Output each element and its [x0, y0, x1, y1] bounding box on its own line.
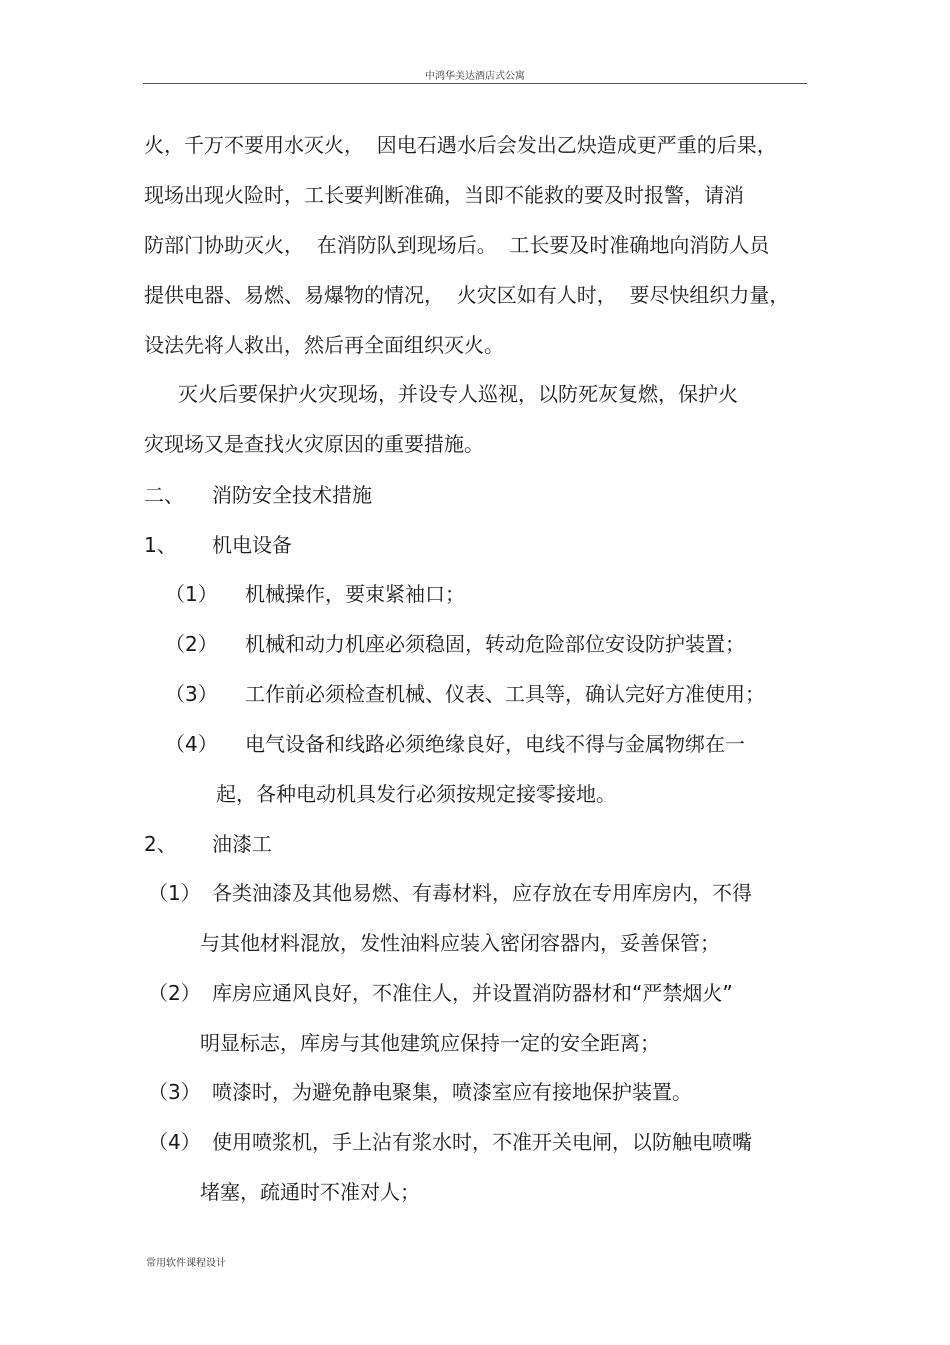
section-title: 消防安全技术措施	[212, 483, 372, 507]
item-text: 使用喷浆机，手上沾有浆水时，不准开关电闸，以防触电喷嘴	[212, 1130, 752, 1154]
item-text: 电气设备和线路必须绝缘良好，电线不得与金属物绑在一	[245, 732, 745, 756]
text-line: 设法先将人救出，然后再全面组织灭火。	[144, 333, 504, 357]
header-divider	[143, 83, 807, 84]
text-line: 提供电器、易燃、易爆物的情况， 火灾区如有人时， 要尽快组织力量，	[144, 283, 790, 307]
text-line: 灭火后要保护火灾现场，并设专人巡视，以防死灰复燃，保护火	[178, 382, 738, 406]
subsection-number: 1、	[144, 533, 177, 557]
text-line: 防部门协助灭火， 在消防队到现场后。 工长要及时准确地向消防人员	[144, 233, 770, 257]
item-number: （1）	[165, 582, 218, 606]
subsection-title: 机电设备	[212, 533, 292, 557]
item-text: 各类油漆及其他易燃、有毒材料，应存放在专用库房内，不得	[212, 881, 752, 905]
item-text: 起，各种电动机具发行必须按规定接零接地。	[216, 782, 616, 806]
item-text: 机械操作，要束紧袖口；	[245, 582, 465, 606]
subsection-number: 2、	[144, 832, 177, 856]
text-line: 灾现场又是查找火灾原因的重要措施。	[144, 432, 484, 456]
item-number: （3）	[148, 1080, 201, 1104]
item-number: （2）	[148, 981, 201, 1005]
item-text: 与其他材料混放，发性油料应装入密闭容器内，妥善保管；	[200, 931, 720, 955]
item-number: （3）	[165, 682, 218, 706]
item-number: （2）	[165, 632, 218, 656]
item-number: （4）	[165, 732, 218, 756]
item-text: 堵塞，疏通时不准对人；	[200, 1180, 420, 1204]
text-line: 火，千万不要用水灭火， 因电石遇水后会发出乙炔造成更严重的后果，	[144, 133, 777, 157]
page-footer: 常用软件课程设计	[146, 1258, 226, 1269]
item-text: 库房应通风良好，不准住人，并设置消防器材和“严禁烟火”	[212, 981, 733, 1005]
item-text: 喷漆时，为避免静电聚集，喷漆室应有接地保护装置。	[212, 1080, 692, 1104]
item-text: 机械和动力机座必须稳固，转动危险部位安设防护装置；	[245, 632, 745, 656]
item-text: 明显标志，库房与其他建筑应保持一定的安全距离；	[200, 1031, 660, 1055]
section-number: 二、	[144, 483, 184, 507]
header-title: 中鸿华美达酒店式公寓	[425, 71, 525, 82]
subsection-title: 油漆工	[212, 832, 272, 856]
item-number: （1）	[148, 881, 201, 905]
text-line: 现场出现火险时，工长要判断准确，当即不能救的要及时报警，请消	[144, 183, 744, 207]
item-number: （4）	[148, 1130, 201, 1154]
item-text: 工作前必须检查机械、仪表、工具等，确认完好方准使用；	[245, 682, 765, 706]
